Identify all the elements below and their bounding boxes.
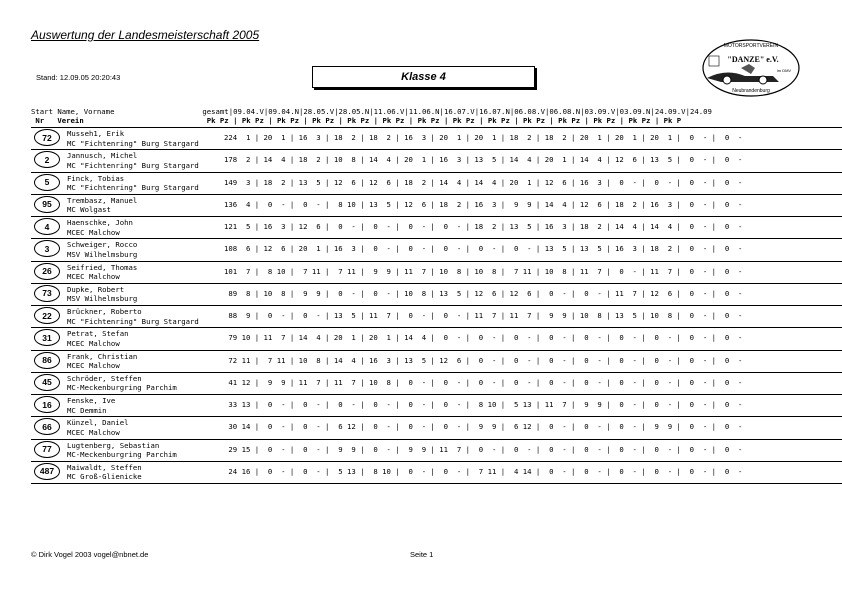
logo-main-text: "DANZE" e.V.	[727, 55, 779, 64]
result-values: 30 14 | 0 - | 0 - | 6 12 | 0 - | 0 - | 0 - | 9 9 | 6 12 | 0 - | 0 - | 0 - | 9 9 | 0 - | 0 -	[224, 422, 743, 432]
club-name: MC Groß-Glienicke	[67, 472, 142, 482]
result-values: 72 11 | 7 11 | 10 8 | 14 4 | 16 3 | 13 5 | 12 6 | 0 - | 0 - | 0 - | 0 - | 0 - | 0 - | 0 - | 0 -	[224, 355, 743, 365]
result-values: 88 9 | 0 - | 0 - | 13 5 | 11 7 | 0 - | 0 - | 11 7 | 11 7 | 9 9 | 10 8 | 13 5 | 10 8 | 0 - | 0 -	[224, 311, 743, 320]
club-logo-icon	[701, 38, 801, 98]
driver-name: Jannusch, Michel	[67, 151, 138, 161]
driver-name: Haenschke, John	[67, 218, 133, 227]
header-line-1: Start Name, Vorname gesamt|09.04.V|09.04.N|28.05.V|28.05.N|11.06.V|11.06.N|16.07.V|16.07.N|06.08.V|06.08.N|03.09.V|03.09.N|24.09.V|24.09	[31, 107, 712, 116]
table-row	[31, 440, 842, 461]
start-number-badge: 487	[34, 463, 60, 480]
driver-name: Fenske, Ive	[67, 396, 116, 405]
logo-side-text: im DMV	[776, 68, 792, 73]
driver-info	[67, 129, 199, 148]
class-title: Klasse 4	[401, 71, 446, 83]
driver-info	[67, 352, 137, 371]
table-rule	[31, 483, 842, 484]
header-line-2: Nr Verein Pk Pz | Pk Pz | Pk Pz | Pk Pz | Pk Pz | Pk Pz | Pk Pz | Pk Pz | Pk Pz | Pk Pz | Pk Pz | Pk Pz | Pk Pz | Pk P	[31, 116, 682, 125]
start-number-badge: 86	[34, 352, 60, 369]
start-number-badge: 95	[34, 196, 60, 213]
driver-info	[67, 374, 177, 393]
start-number-badge: 26	[34, 263, 60, 280]
driver-name: Dupke, Robert	[67, 284, 125, 294]
driver-info	[67, 174, 199, 193]
table-row	[31, 173, 842, 194]
club-name: MC "Fichtenring" Burg Stargard	[67, 160, 199, 170]
result-values: 149 3 | 18 2 | 13 5 | 12 6 | 12 6 | 18 2 | 14 4 | 14 4 | 20 1 | 12 6 | 16 3 | 0 - | 0 - | 0 - | 0 -	[224, 177, 743, 187]
table-row	[31, 417, 842, 438]
driver-name: Schröder, Steffen	[67, 373, 142, 383]
page-title: Auswertung der Landesmeisterschaft 2005	[31, 28, 260, 42]
club-name: MC-Meckenburgring Parchim	[67, 383, 177, 393]
logo-top-text: MOTORSPORTVEREIN	[723, 43, 779, 49]
club-name: MC-Meckenburgring Parchim	[67, 450, 177, 459]
driver-name: Lugtenberg, Sebastian	[67, 440, 160, 450]
table-header	[31, 105, 842, 127]
start-number-badge: 77	[34, 441, 60, 458]
result-values: 41 12 | 9 9 | 11 7 | 11 7 | 10 8 | 0 - | 0 - | 0 - | 0 - | 0 - | 0 - | 0 - | 0 - | 0 - | 0 -	[224, 377, 743, 387]
driver-name: Seifried, Thomas	[67, 262, 138, 272]
driver-info	[67, 151, 199, 170]
start-number-badge: 72	[34, 129, 60, 146]
start-number-badge: 22	[34, 307, 60, 324]
table-row	[31, 328, 842, 349]
club-name: MC "Fichtenring" Burg Stargard	[67, 138, 199, 148]
table-row	[31, 195, 842, 216]
driver-info	[67, 196, 137, 215]
footer-copyright: © Dirk Vogel 2003 vogel@nbnet.de	[31, 550, 149, 559]
table-row	[31, 351, 842, 372]
driver-name: Trembasz, Manuel	[67, 195, 138, 205]
table-row	[31, 217, 842, 238]
result-values: 79 10 | 11 7 | 14 4 | 20 1 | 20 1 | 14 4 | 0 - | 0 - | 0 - | 0 - | 0 - | 0 - | 0 - | 0 - | 0 -	[224, 333, 743, 343]
driver-name: Frank, Christian	[67, 351, 138, 361]
driver-info	[67, 218, 133, 237]
driver-info	[67, 285, 137, 304]
club-name: MCEC Malchow	[67, 338, 120, 348]
start-number-badge: 3	[34, 240, 60, 257]
driver-info	[67, 418, 129, 437]
start-number-badge: 4	[34, 218, 60, 235]
club-name: MC "Fichtenring" Burg Stargard	[67, 316, 199, 326]
driver-name: Musseh1, Erik	[67, 129, 125, 138]
club-name: MC Demmin	[67, 405, 107, 415]
driver-info	[67, 396, 115, 415]
start-number-badge: 16	[34, 396, 60, 413]
driver-info	[67, 240, 137, 259]
driver-name: Petrat, Stefan	[67, 329, 129, 339]
driver-info	[67, 307, 199, 326]
driver-name: Schweiger, Rocco	[67, 240, 138, 250]
result-values: 101 7 | 8 10 | 7 11 | 7 11 | 9 9 | 11 7 | 10 8 | 10 8 | 7 11 | 10 8 | 11 7 | 0 - | 11 7 | 0 - | 0 -	[224, 266, 743, 276]
start-number-badge: 31	[34, 329, 60, 346]
result-values: 33 13 | 0 - | 0 - | 0 - | 0 - | 0 - | 0 - | 8 10 | 5 13 | 11 7 | 9 9 | 0 - | 0 - | 0 - | 0 -	[224, 400, 743, 409]
club-name: MSV Wilhelmsburg	[67, 294, 138, 304]
start-number-badge: 45	[34, 374, 60, 391]
start-number-badge: 66	[34, 418, 60, 435]
table-row	[31, 239, 842, 260]
driver-name: Finck, Tobias	[67, 173, 125, 183]
result-values: 24 16 | 0 - | 0 - | 5 13 | 8 10 | 0 - | 0 - | 7 11 | 4 14 | 0 - | 0 - | 0 - | 0 - | 0 - | 0 -	[224, 466, 743, 476]
driver-info	[67, 441, 177, 460]
driver-name: Brückner, Roberto	[67, 307, 142, 316]
result-values: 29 15 | 0 - | 0 - | 9 9 | 0 - | 9 9 | 11 7 | 0 - | 0 - | 0 - | 0 - | 0 - | 0 - | 0 - | 0 -	[224, 444, 743, 454]
logo-bottom-text: Neubrandenburg	[732, 88, 770, 94]
club-name: MCEC Malchow	[67, 227, 120, 237]
table-row	[31, 462, 842, 483]
result-values: 136 4 | 0 - | 0 - | 8 10 | 13 5 | 12 6 | 18 2 | 16 3 | 9 9 | 14 4 | 12 6 | 18 2 | 16 3 | 0 - | 0 -	[224, 199, 743, 209]
club-name: MSV Wilhelmsburg	[67, 249, 138, 259]
driver-info	[67, 463, 142, 482]
table-row	[31, 306, 842, 327]
club-name: MC "Fichtenring" Burg Stargard	[67, 183, 199, 192]
club-name: MCEC Malchow	[67, 427, 120, 437]
driver-info	[67, 263, 137, 282]
club-name: MCEC Malchow	[67, 272, 120, 281]
footer-page-number: Seite 1	[410, 550, 434, 559]
start-number-badge: 2	[34, 151, 60, 168]
result-values: 178 2 | 14 4 | 18 2 | 10 8 | 14 4 | 20 1 | 16 3 | 13 5 | 14 4 | 20 1 | 14 4 | 12 6 | 13 5 | 0 - | 0 -	[224, 155, 743, 165]
stand-timestamp: Stand: 12.09.05 20:20:43	[36, 73, 121, 82]
club-name: MC Wolgast	[67, 205, 111, 215]
table-row	[31, 284, 842, 305]
club-name: MCEC Malchow	[67, 361, 120, 370]
result-values: 108 6 | 12 6 | 20 1 | 16 3 | 0 - | 0 - | 0 - | 0 - | 0 - | 13 5 | 13 5 | 16 3 | 18 2 | 0 - | 0 -	[224, 244, 743, 254]
table-row	[31, 395, 842, 416]
start-number-badge: 73	[34, 285, 60, 302]
table-row	[31, 150, 842, 171]
result-values: 224 1 | 20 1 | 16 3 | 18 2 | 18 2 | 16 3 | 20 1 | 20 1 | 18 2 | 18 2 | 20 1 | 20 1 | 20 1 | 0 - | 0 -	[224, 133, 743, 142]
driver-name: Maiwaldt, Steffen	[67, 462, 142, 472]
driver-info	[67, 329, 129, 348]
table-row	[31, 373, 842, 394]
result-values: 121 5 | 16 3 | 12 6 | 0 - | 0 - | 0 - | 0 - | 18 2 | 13 5 | 16 3 | 18 2 | 14 4 | 14 4 | 0 - | 0 -	[224, 222, 743, 231]
result-values: 89 8 | 10 8 | 9 9 | 0 - | 0 - | 10 8 | 13 5 | 12 6 | 12 6 | 0 - | 0 - | 11 7 | 12 6 | 0 - | 0 -	[224, 288, 743, 298]
table-row	[31, 128, 842, 149]
start-number-badge: 5	[34, 174, 60, 191]
table-row	[31, 262, 842, 283]
class-title-box	[312, 66, 535, 88]
driver-name: Künzel, Daniel	[67, 418, 129, 428]
